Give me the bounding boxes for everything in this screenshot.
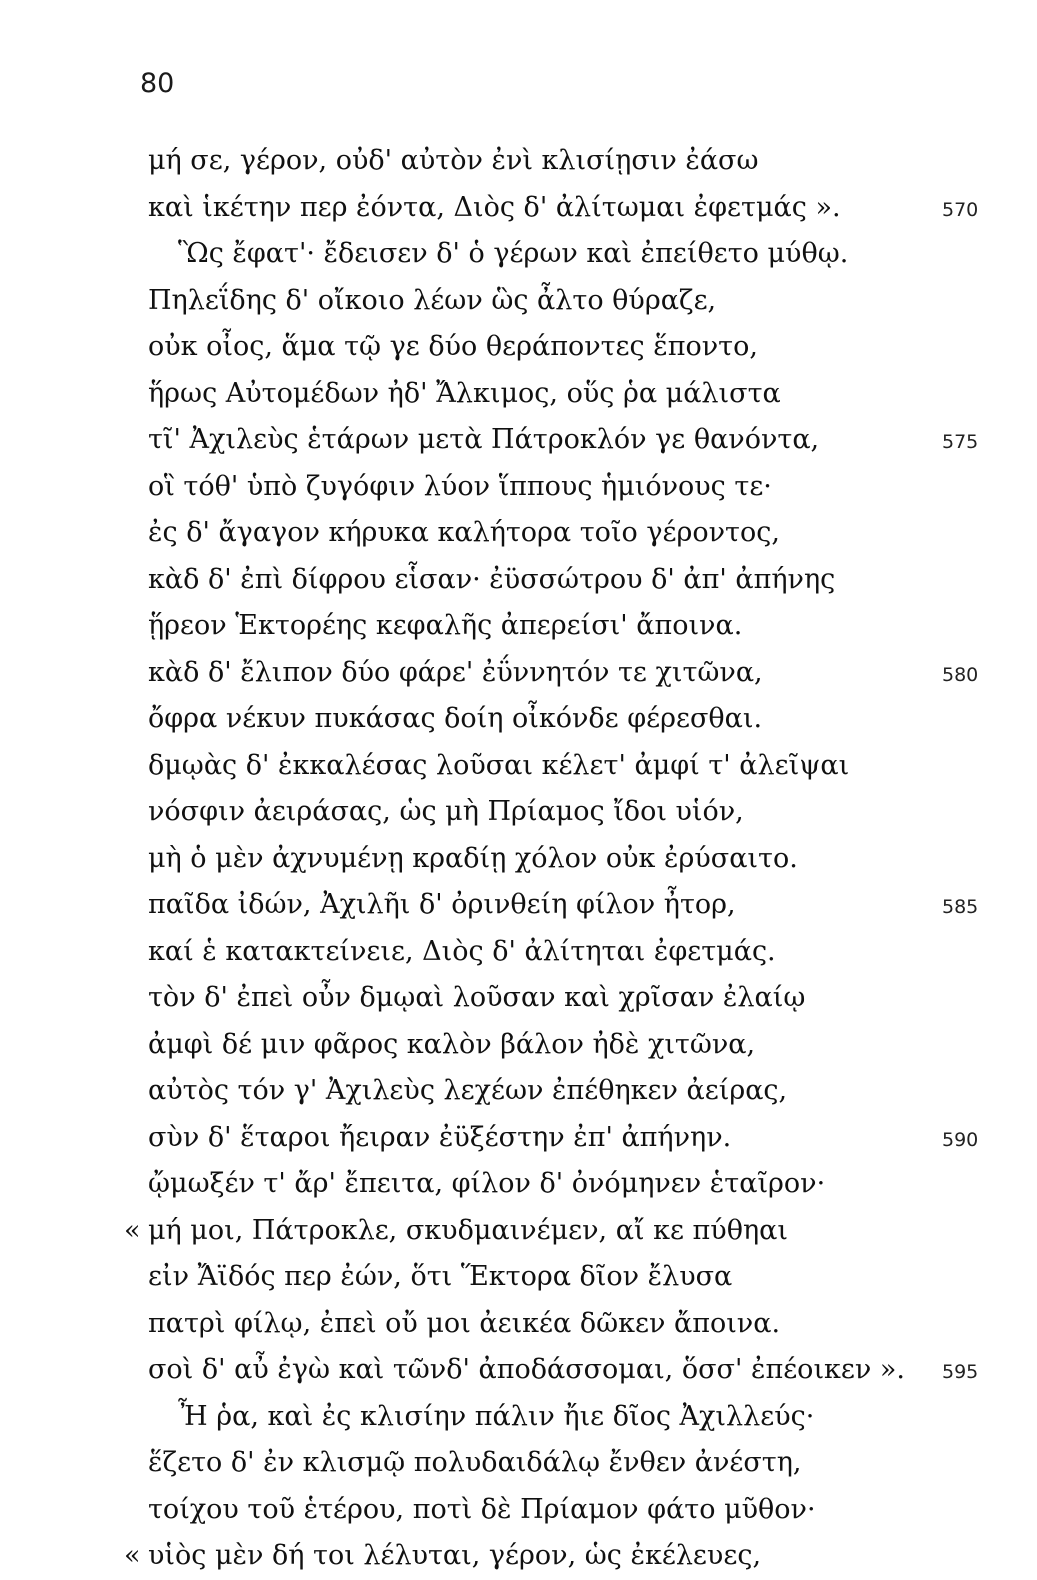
verse-line: [0, 1347, 1037, 1394]
verse-line: [0, 1487, 1037, 1534]
verse-text: τὸν δ' ἐπεὶ οὖν δμῳαὶ λοῦσαν καὶ χρῖσαν ἐλαίῳ: [148, 982, 806, 1013]
verse-text: σὺν δ' ἕταροι ἤειραν ἐϋξέστην ἐπ' ἀπήνην.: [148, 1121, 732, 1153]
verse-text: δμῳὰς δ' ἐκκαλέσας λοῦσαι κέλετ' ἀμφί τ' ἀλεῖψαι: [148, 749, 850, 781]
verse-text: μή μοι, Πάτροκλε, σκυδμαινέμεν, αἴ κε πύθηαι: [148, 1214, 788, 1246]
verse-text: καὶ ἱκέτην περ ἐόντα, Διὸς δ' ἀλίτωμαι ἐφετμάς ».: [148, 191, 841, 223]
verse-line: [0, 371, 1037, 418]
verse-text: ἐς δ' ἄγαγον κήρυκα καλήτορα τοῖο γέροντος,: [148, 517, 780, 548]
verse-line: [0, 324, 1037, 371]
opening-quote-mark: «: [124, 1214, 141, 1246]
page-number: 80: [140, 68, 175, 99]
verse-line: [0, 1254, 1037, 1301]
verse-text: ὄφρα νέκυν πυκάσας δοίη οἶκόνδε φέρεσθαι.: [148, 703, 763, 734]
verse-line: [0, 231, 1037, 278]
verse-line: [0, 417, 1037, 464]
verse-text: κὰδ δ' ἔλιπον δύο φάρε' ἐΰννητόν τε χιτῶνα,: [148, 656, 763, 688]
verse-line: [0, 1301, 1037, 1348]
verse-text: παῖδα ἰδών, Ἀχιλῆι δ' ὀρινθείη φίλον ἦτορ,: [148, 889, 736, 920]
verse-line: [0, 1394, 1037, 1441]
verse-text: ᾤμωξέν τ' ἄρ' ἔπειτα, φίλον δ' ὀνόμηνεν ἑταῖρον·: [148, 1168, 826, 1199]
verse-text: ἕζετο δ' ἐν κλισμῷ πολυδαιδάλῳ ἔνθεν ἀνέστη,: [148, 1447, 802, 1478]
verse-text: ἥρως Αὐτομέδων ἠδ' Ἄλκιμος, οὕς ῥα μάλιστα: [148, 377, 781, 409]
verse-line: [0, 138, 1037, 185]
opening-quote-mark: «: [124, 1540, 141, 1571]
verse-line: [0, 1440, 1037, 1487]
verse-text: νόσφιν ἀειράσας, ὡς μὴ Πρίαμος ἴδοι υἱόν,: [148, 796, 744, 827]
line-number: 580: [942, 663, 979, 686]
verse-text: αὐτὸς τόν γ' Ἀχιλεὺς λεχέων ἐπέθηκεν ἀείρας,: [148, 1075, 788, 1106]
line-number: 585: [942, 896, 979, 918]
verse-text: μή σε, γέρον, οὐδ' αὐτὸν ἐνὶ κλισίῃσιν ἐάσω: [148, 145, 759, 176]
verse-text: οἳ τόθ' ὑπὸ ζυγόφιν λύον ἵππους ἡμιόνους τε·: [148, 470, 772, 502]
verse-line: [0, 882, 1037, 929]
verse-line: [0, 603, 1037, 650]
line-number: 575: [942, 431, 979, 453]
verse-line: [0, 696, 1037, 743]
verse-text: εἰν Ἄϊδός περ ἐών, ὅτι Ἕκτορα δῖον ἔλυσα: [148, 1261, 733, 1292]
verse-text: ἀμφὶ δέ μιν φᾶρος καλὸν βάλον ἠδὲ χιτῶνα,: [148, 1028, 756, 1060]
verse-text: πατρὶ φίλῳ, ἐπεὶ οὔ μοι ἀεικέα δῶκεν ἄποινα.: [148, 1307, 781, 1339]
verse-text: καί ἑ κατακτείνειε, Διὸς δ' ἀλίτηται ἐφετμάς.: [148, 935, 776, 967]
verse-line: [0, 510, 1037, 557]
verse-text: οὐκ οἶος, ἅμα τῷ γε δύο θεράποντες ἕποντο,: [148, 331, 758, 362]
verse-line: [0, 1533, 1037, 1580]
verse-line: [0, 743, 1037, 790]
verse-text: Πηλεΐδης δ' οἴκοιο λέων ὣς ἆλτο θύραζε,: [148, 284, 717, 316]
verse-line: [0, 1115, 1037, 1162]
verse-line: [0, 464, 1037, 511]
verse-line: [0, 557, 1037, 604]
verse-text: σοὶ δ' αὖ ἐγὼ καὶ τῶνδ' ἀποδάσσομαι, ὅσσ' ἐπέοικεν ».: [148, 1354, 905, 1385]
verse-text: Ὣς ἔφατ'· ἔδεισεν δ' ὁ γέρων καὶ ἐπείθετο μύθῳ.: [178, 238, 849, 269]
verse-line: [0, 789, 1037, 836]
verse-line: [0, 1161, 1037, 1208]
line-number: 590: [942, 1128, 979, 1151]
verse-line: [0, 650, 1037, 697]
verse-line: [0, 929, 1037, 976]
line-number: 595: [942, 1361, 979, 1383]
verse-text: τοίχου τοῦ ἑτέρου, ποτὶ δὲ Πρίαμον φάτο μῦθον·: [148, 1493, 816, 1525]
verse-text: Ἦ ῥα, καὶ ἐς κλισίην πάλιν ἤιε δῖος Ἀχιλλεύς·: [178, 1400, 815, 1432]
verse-line: [0, 1208, 1037, 1255]
verse-line: [0, 278, 1037, 325]
verse-line: [0, 1068, 1037, 1115]
verse-text: τῖ' Ἀχιλεὺς ἑτάρων μετὰ Πάτροκλόν γε θανόντα,: [148, 424, 820, 455]
verse-line: [0, 836, 1037, 883]
verse-block: [0, 138, 1037, 1580]
verse-text: ᾕρεον Ἑκτορέης κεφαλῆς ἀπερείσι' ἄποινα.: [148, 610, 743, 641]
verse-line: [0, 185, 1037, 232]
verse-text: μὴ ὁ μὲν ἀχνυμένῃ κραδίῃ χόλον οὐκ ἐρύσαιτο.: [148, 842, 798, 874]
verse-line: [0, 1022, 1037, 1069]
verse-text: κὰδ δ' ἐπὶ δίφρου εἷσαν· ἐϋσσώτρου δ' ἀπ' ἀπήνης: [148, 563, 836, 595]
verse-text: υἱὸς μὲν δή τοι λέλυται, γέρον, ὡς ἐκέλευες,: [148, 1540, 762, 1571]
verse-line: [0, 975, 1037, 1022]
line-number: 570: [942, 198, 979, 221]
